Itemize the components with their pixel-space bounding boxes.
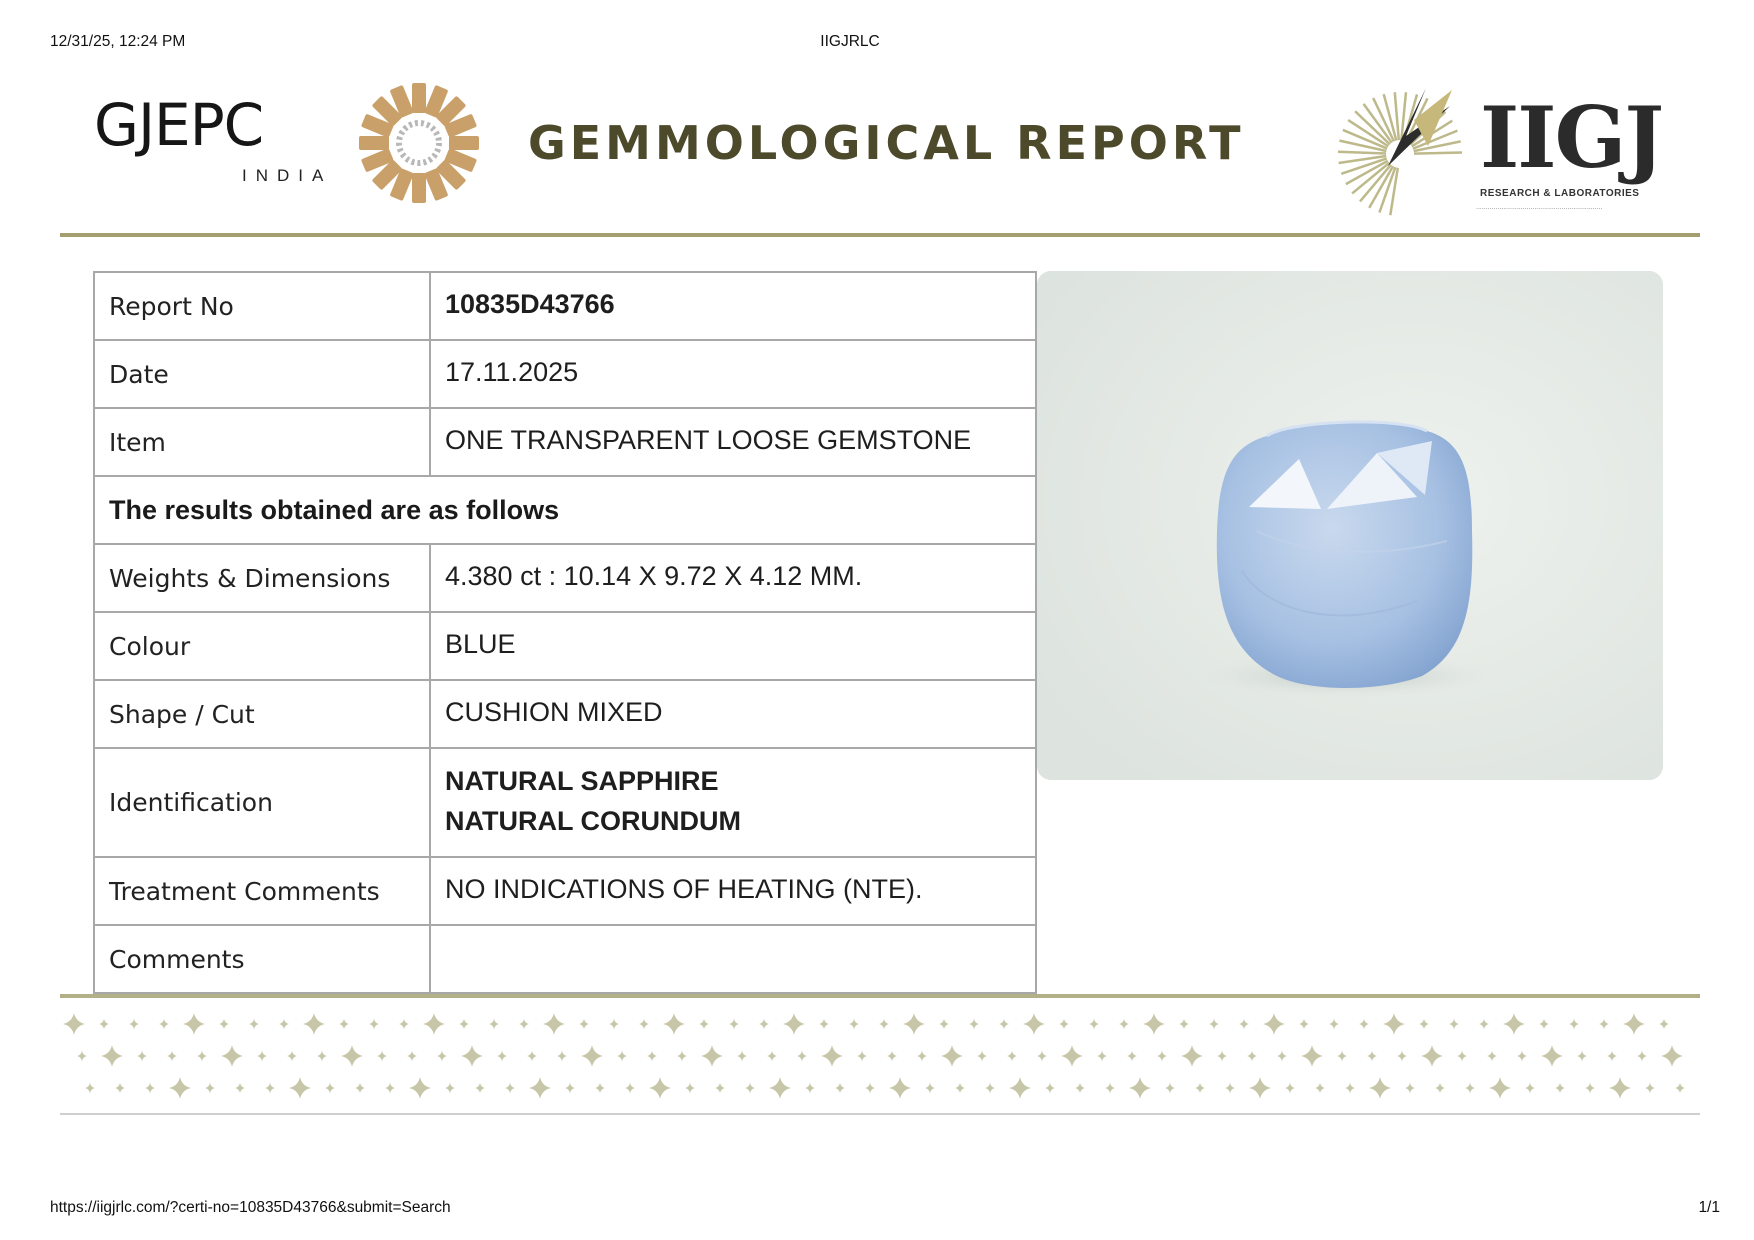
table-row-identification	[94, 748, 1036, 857]
label-item: Item	[94, 408, 430, 476]
print-page-number: 1/1	[1698, 1199, 1720, 1216]
label-comments: Comments	[94, 925, 430, 993]
iigj-logo	[1330, 76, 1670, 220]
table-row-colour	[94, 612, 1036, 680]
gjepc-logo-sub: INDIA	[242, 166, 333, 185]
header-divider	[60, 233, 1700, 237]
iigj-burst-icon	[1330, 76, 1470, 220]
table-row-weights	[94, 544, 1036, 612]
label-report-no: Report No	[94, 272, 430, 340]
value-date: 17.11.2025	[430, 340, 1036, 408]
value-shape-cut: CUSHION MIXED	[430, 680, 1036, 748]
gjepc-logo-word: GJEPC	[94, 91, 264, 159]
table-row-comments	[94, 925, 1036, 993]
label-weights-dimensions: Weights & Dimensions	[94, 544, 430, 612]
report-table	[93, 271, 1037, 994]
report-title: GEMMOLOGICAL REPORT	[528, 116, 1245, 170]
value-weights-dimensions: 4.380 ct : 10.14 X 9.72 X 4.12 MM.	[430, 544, 1036, 612]
label-colour: Colour	[94, 612, 430, 680]
identification-line-2: NATURAL CORUNDUM	[445, 806, 741, 836]
value-comments	[430, 925, 1036, 993]
table-row-report-no	[94, 272, 1036, 340]
table-row-treatment	[94, 857, 1036, 925]
iigj-logo-fineprint: .................................................................	[1476, 204, 1603, 211]
print-doc-title: IIGJRLC	[820, 33, 880, 50]
label-date: Date	[94, 340, 430, 408]
print-url: https://iigjrlc.com/?certi-no=10835D43766&submit=Search	[50, 1199, 451, 1216]
iigj-logo-word: IIGJ	[1480, 88, 1663, 187]
value-colour: BLUE	[430, 612, 1036, 680]
value-item: ONE TRANSPARENT LOOSE GEMSTONE	[430, 408, 1036, 476]
label-treatment-comments: Treatment Comments	[94, 857, 430, 925]
table-row-item	[94, 408, 1036, 476]
table-row-results-heading	[94, 476, 1036, 544]
gemstone-photo	[1037, 271, 1663, 780]
table-row-shape-cut	[94, 680, 1036, 748]
results-heading: The results obtained are as follows	[94, 476, 1036, 544]
print-datetime: 12/31/25, 12:24 PM	[50, 33, 186, 50]
star-pattern	[60, 994, 1700, 1116]
label-shape-cut: Shape / Cut	[94, 680, 430, 748]
label-identification: Identification	[94, 748, 430, 857]
gjepc-sun-icon	[354, 78, 484, 208]
gjepc-logo	[94, 78, 494, 210]
value-report-no: 10835D43766	[430, 272, 1036, 340]
identification-line-1: NATURAL SAPPHIRE	[445, 766, 719, 796]
iigj-logo-sub: RESEARCH & LABORATORIES	[1480, 188, 1640, 199]
value-treatment-comments: NO INDICATIONS OF HEATING (NTE).	[430, 857, 1036, 925]
value-identification	[430, 748, 1036, 857]
table-row-date	[94, 340, 1036, 408]
